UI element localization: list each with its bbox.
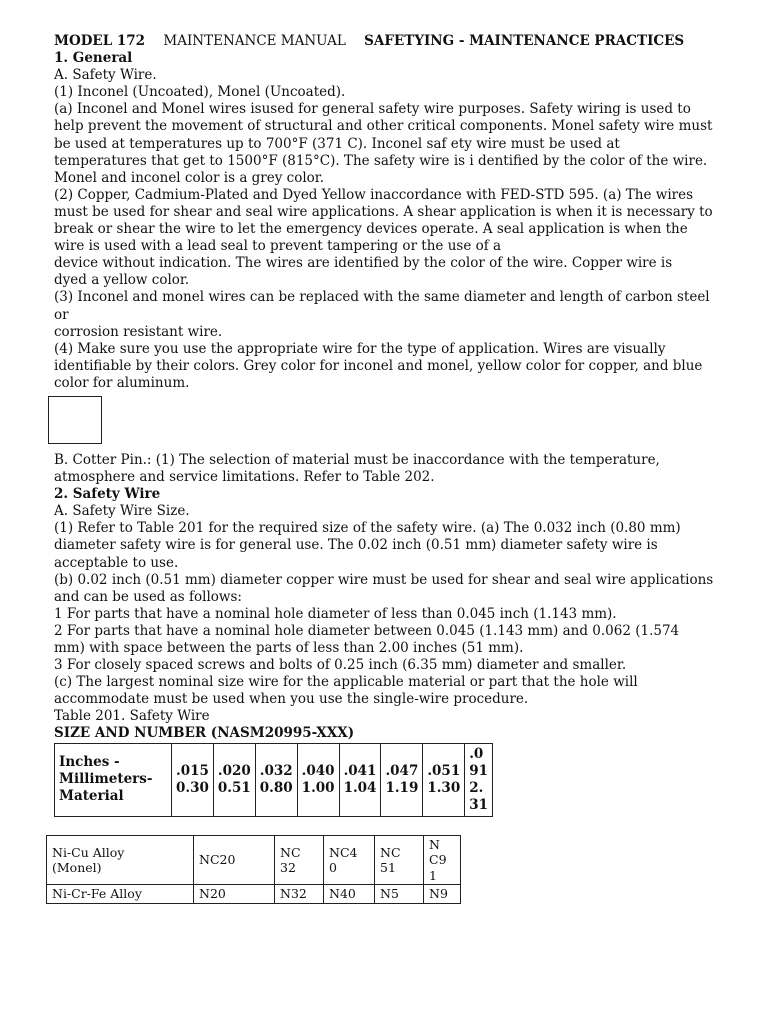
paragraph: B. Cotter Pin.: (1) The selection of material must be inaccordance with the temperature, atmosphere and service limitations. Refer to Table 202. bbox=[54, 451, 660, 486]
paragraph: (4) Make sure you use the appropriate wire for the type of application. Wires are visually identifiable by their colors. Grey color for inconel and monel, yellow color for copper, and blue color for aluminum. bbox=[54, 340, 703, 391]
cell-line: Ni-Cu Alloy bbox=[52, 844, 125, 860]
table-cell bbox=[172, 743, 214, 816]
cell-line: 91 bbox=[469, 762, 489, 779]
table-header-cell bbox=[55, 743, 172, 816]
table-caption: Table 201. Safety Wire bbox=[54, 708, 210, 725]
table-cell bbox=[213, 743, 255, 816]
table-cell bbox=[339, 743, 381, 816]
table-cell bbox=[324, 885, 375, 904]
table-cell bbox=[194, 885, 275, 904]
cell-line: C9 bbox=[429, 852, 447, 868]
cell-line: .041 bbox=[343, 762, 377, 779]
cell-line: N bbox=[429, 836, 440, 852]
manual-page bbox=[54, 33, 714, 904]
table-cell bbox=[465, 743, 493, 816]
cell-line: .032 bbox=[259, 762, 293, 779]
paragraph: A. Safety Wire. bbox=[54, 67, 157, 84]
paragraph: (b) 0.02 inch (0.51 mm) diameter copper wire must be used for shear and seal wire applications and can be used as follows: bbox=[54, 571, 714, 605]
cell-line: 31 bbox=[469, 796, 489, 813]
table-row bbox=[47, 885, 461, 904]
table-cell bbox=[275, 835, 324, 885]
paragraph: (1) Inconel (Uncoated), Monel (Uncoated). bbox=[54, 84, 346, 101]
wire-size-table bbox=[54, 743, 493, 817]
cell-line: 32 bbox=[280, 860, 296, 876]
cell-line: (Monel) bbox=[52, 860, 102, 876]
header-line: Material bbox=[59, 788, 124, 805]
table-cell bbox=[424, 885, 461, 904]
cell-line: Ni-Cr-Fe Alloy bbox=[52, 886, 142, 902]
paragraph: A. Safety Wire Size. bbox=[54, 503, 190, 520]
paragraph: device without indication. The wires are identified by the color of the wire. Copper wire is bbox=[54, 255, 673, 272]
cell-line: 1.04 bbox=[343, 779, 377, 796]
cell-line: 1.30 bbox=[427, 779, 461, 796]
table-cell bbox=[324, 835, 375, 885]
table-cell bbox=[424, 835, 461, 885]
heading-safety-wire: 2. Safety Wire bbox=[54, 486, 161, 503]
cell-line: 0.51 bbox=[217, 779, 251, 796]
table-row bbox=[55, 743, 493, 816]
cell-line: N5 bbox=[380, 886, 399, 902]
table-subheading: SIZE AND NUMBER (NASM20995-XXX) bbox=[54, 725, 355, 742]
table-cell bbox=[255, 743, 297, 816]
cell-line: 2. bbox=[469, 779, 484, 796]
paragraph: (3) Inconel and monel wires can be replaced with the same diameter and length of carbon steel or bbox=[54, 289, 710, 323]
paragraph: (a) Inconel and Monel wires isused for general safety wire purposes. Safety wiring is used to help prevent the movement of structural and other critical components. Monel safety wire must be used at temperatures up to 700°F (371 C). Inconel saf ety wire must be used at temperatures that get to 1500°F (815°C). The safety wire is i dentified by the color of the wire. Monel and inconel color is a grey color. bbox=[54, 101, 713, 186]
paragraph: (c) The largest nominal size wire for the applicable material or part that the hole will accommodate must be used when you use the single-wire procedure. bbox=[54, 674, 638, 708]
cell-line: 1.00 bbox=[301, 779, 335, 796]
cell-line: 0 bbox=[329, 860, 337, 876]
cell-line: NC bbox=[380, 844, 401, 860]
paragraph: 1 For parts that have a nominal hole diameter of less than 0.045 inch (1.143 mm). bbox=[54, 605, 617, 622]
figure-placeholder-box bbox=[48, 396, 102, 444]
paragraph: corrosion resistant wire. bbox=[54, 323, 223, 340]
cell-line: 1 bbox=[429, 867, 437, 883]
paragraph: 2 For parts that have a nominal hole diameter between 0.045 (1.143 mm) and 0.062 (1.574 mm) with space between the parts of less than 2.00 inches (51 mm). bbox=[54, 622, 680, 656]
cell-line: .015 bbox=[176, 762, 209, 779]
table-cell bbox=[194, 835, 275, 885]
material-cell bbox=[47, 885, 194, 904]
table-cell bbox=[297, 743, 339, 816]
cell-line: NC4 bbox=[329, 844, 358, 860]
cell-line: .0 bbox=[469, 745, 484, 762]
cell-line: .020 bbox=[217, 762, 251, 779]
material-table-body bbox=[47, 835, 461, 903]
cell-line: .047 bbox=[385, 762, 419, 779]
cell-line: NC20 bbox=[199, 852, 236, 868]
cell-line: .040 bbox=[301, 762, 335, 779]
paragraph: (1) Refer to Table 201 for the required size of the safety wire. (a) The 0.032 inch (0.80 mm) diameter safety wire is for general use. The 0.02 inch (0.51 mm) diameter safety wire is acceptable to use. bbox=[54, 520, 681, 571]
table-cell bbox=[375, 835, 424, 885]
cell-line: N32 bbox=[280, 886, 307, 902]
table-cell bbox=[375, 885, 424, 904]
paragraph: (2) Copper, Cadmium-Plated and Dyed Yellow inaccordance with FED-STD 595. (a) The wires must be used for shear and seal wire applications. A shear application is when it is necessary to break or shear the wire to let the emergency devices operate. A seal application is when the wire is used with a lead seal to prevent tampering or the use of a bbox=[54, 186, 713, 255]
section-title: SAFETYING - MAINTENANCE PRACTICES bbox=[364, 33, 685, 49]
header-line: Inches - bbox=[59, 754, 120, 771]
model-label: MODEL 172 bbox=[54, 33, 146, 49]
header-line: Millimeters- bbox=[59, 771, 153, 788]
cell-line: 1.19 bbox=[385, 779, 419, 796]
cell-line: N40 bbox=[329, 886, 356, 902]
table-cell bbox=[275, 885, 324, 904]
paragraph: dyed a yellow color. bbox=[54, 272, 190, 289]
table-cell bbox=[381, 743, 423, 816]
manual-label: MAINTENANCE MANUAL bbox=[163, 33, 346, 49]
cell-line: N9 bbox=[429, 886, 448, 902]
table-row bbox=[47, 835, 461, 885]
heading-general: 1. General bbox=[54, 50, 133, 67]
paragraph: 3 For closely spaced screws and bolts of 0.25 inch (6.35 mm) diameter and smaller. bbox=[54, 657, 627, 674]
material-cell bbox=[47, 835, 194, 885]
material-table bbox=[46, 835, 461, 904]
cell-line: 0.30 bbox=[176, 779, 209, 796]
cell-line: .051 bbox=[427, 762, 461, 779]
cell-line: 51 bbox=[380, 860, 396, 876]
cell-line: N20 bbox=[199, 886, 226, 902]
page-header bbox=[54, 33, 714, 50]
cell-line: NC bbox=[280, 844, 301, 860]
table-cell bbox=[423, 743, 465, 816]
cell-line: 0.80 bbox=[259, 779, 293, 796]
